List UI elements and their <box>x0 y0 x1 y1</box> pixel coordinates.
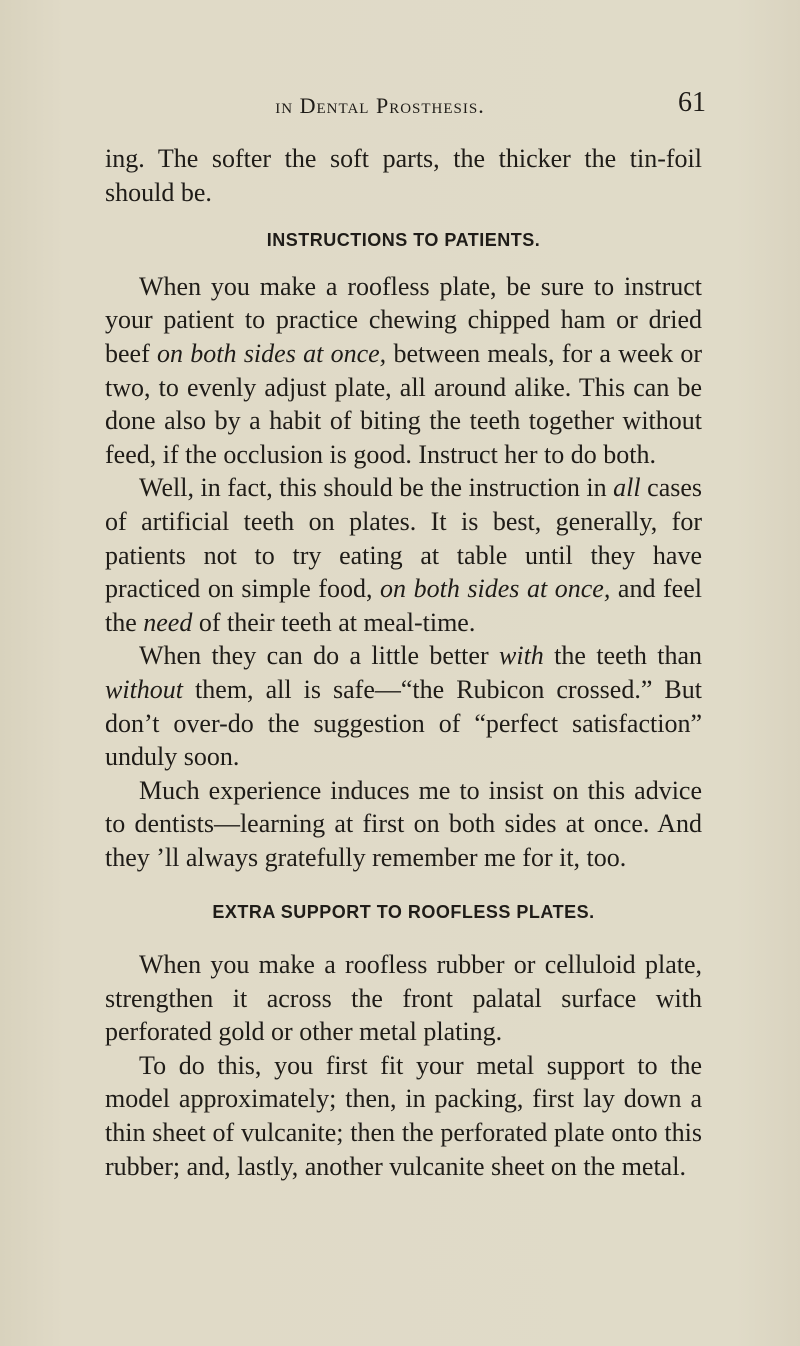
running-title: in Dental Prosthesis. <box>275 93 485 118</box>
paragraph <box>105 639 702 773</box>
text-run: the teeth than <box>543 641 702 671</box>
running-head <box>0 87 800 129</box>
text-run: When you make a roofless plate, be sure to instruct your patient to practice chewing chipped ham or dried beef <box>105 271 702 368</box>
text-run: and feel the <box>105 574 702 637</box>
emphasis-text: all <box>613 473 641 503</box>
text-run: between meals, for a week or two, to evenly adjust plate, all around alike. This can be done also by a habit of biting the teeth together without feed, if the occlusion is good. Instruct her to do both. <box>105 338 703 469</box>
emphasis-text: without <box>105 674 184 704</box>
paragraph: Much experience induces me to insist on this advice to dentists—learning at first on both sides at once. And they ’ll always gratefully remember me for it, too. <box>105 775 702 872</box>
section-heading-extra-support: EXTRA SUPPORT TO ROOFLESS PLATES. <box>212 902 595 923</box>
emphasis-text: on both sides at once, <box>380 574 611 604</box>
page-number: 61 <box>678 87 706 118</box>
emphasis-text: with <box>499 641 544 671</box>
emphasis-text: need <box>143 607 193 637</box>
text-run: them, all is safe—“the Rubicon crossed.” But don’t over-do the suggestion of “perfect satisfaction” unduly soon. <box>105 674 702 772</box>
paragraph <box>105 471 702 639</box>
text-run: cases of artificial teeth on plates. It is best, generally, for patients not to try eating at table until they have practiced on simple food, <box>105 473 703 604</box>
text-run: of their teeth at meal-time. <box>192 607 476 637</box>
paragraph: To do this, you first fit your metal support to the model approximately; then, in packing, first lay down a thin sheet of vulcanite; then the perforated plate onto this rubber; and, lastly, another vulcanite sheet on the metal. <box>105 1050 702 1181</box>
text-run: When they can do a little better <box>139 641 499 671</box>
body-text <box>105 142 702 1183</box>
paragraph <box>105 270 702 472</box>
paragraph: When you make a roofless rubber or celluloid plate, strengthen it across the front palatal surface with perforated gold or other metal plating. <box>105 950 702 1047</box>
text-run: Well, in fact, this should be the instruction in <box>139 473 614 503</box>
paragraph-continuation: ing. The softer the soft parts, the thicker the tin-foil should be. <box>105 144 702 207</box>
section-heading-instructions: INSTRUCTIONS TO PATIENTS. <box>266 230 541 251</box>
emphasis-text: on both sides at once, <box>157 338 387 368</box>
